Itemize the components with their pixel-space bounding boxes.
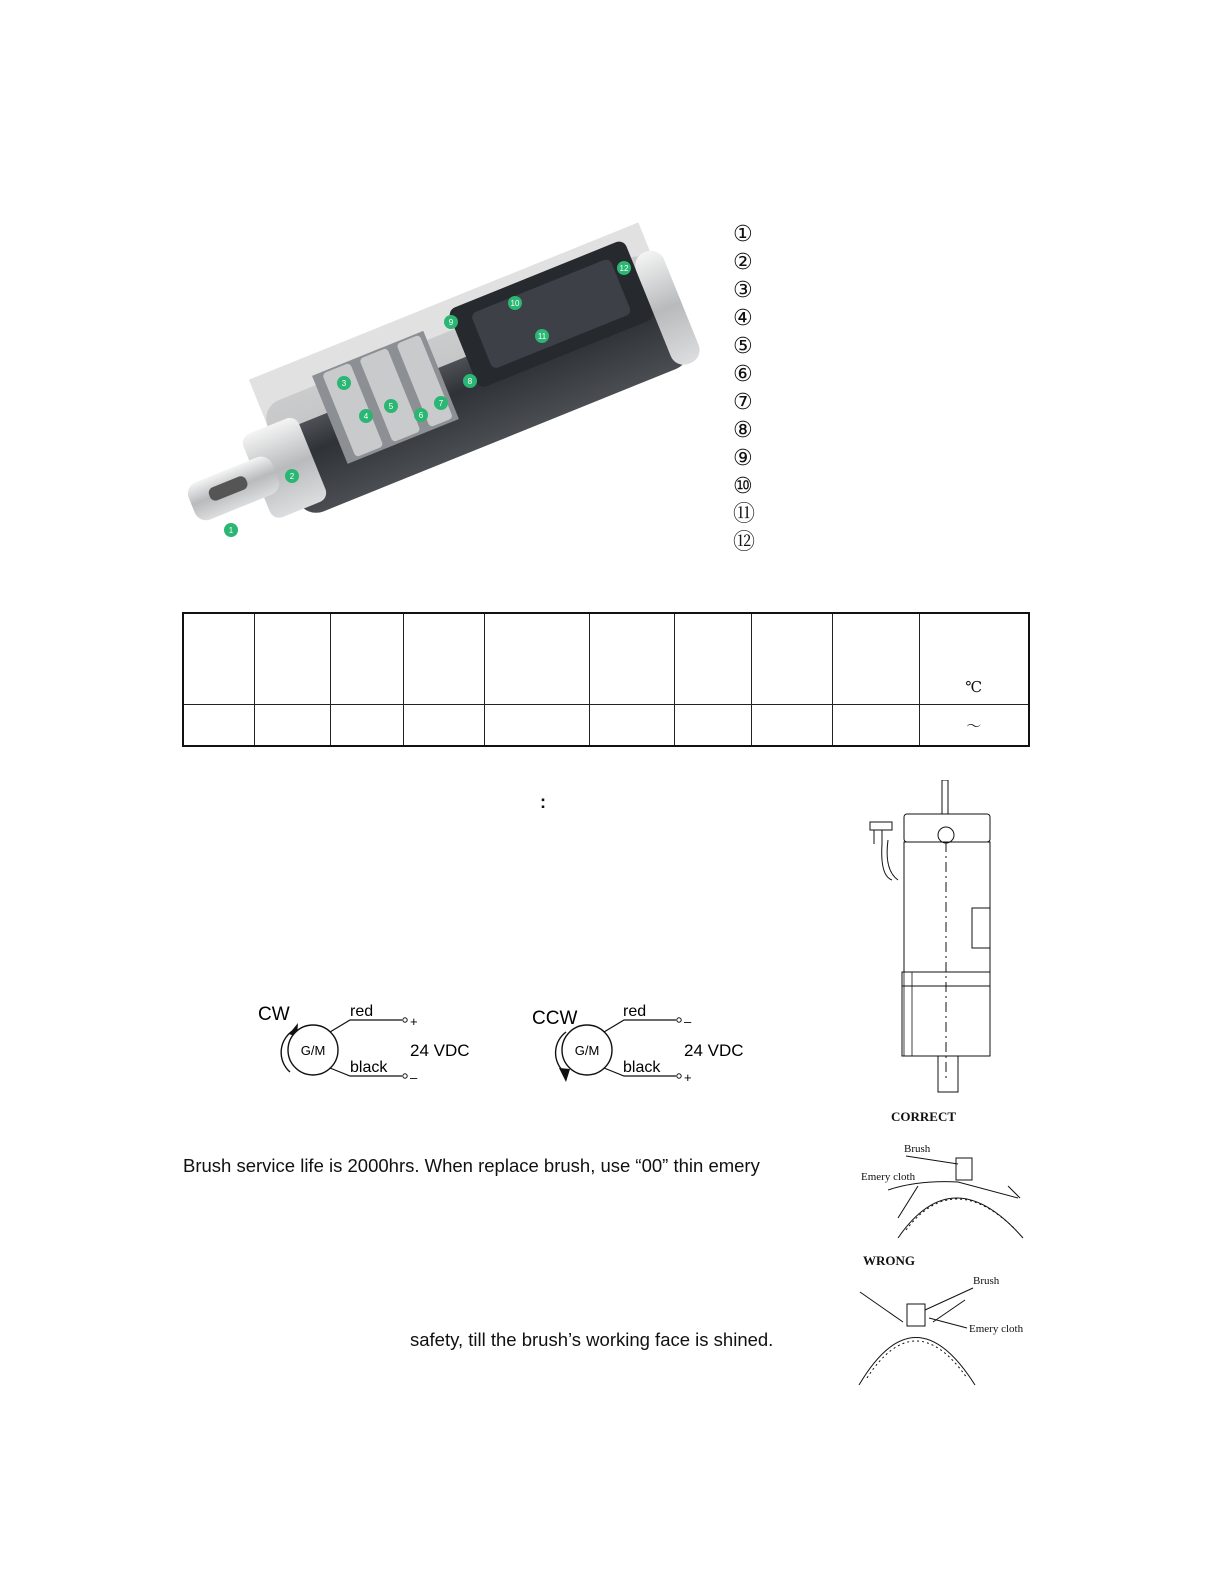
legend-item-1: ①	[733, 222, 753, 247]
callout-number-1: 1	[228, 526, 234, 535]
wrong-brush-label: Brush	[973, 1275, 1000, 1287]
spec-header-cell	[589, 613, 674, 705]
spec-value-cell	[254, 705, 330, 747]
spec-value-cell	[751, 705, 832, 747]
motor-side-drawing	[862, 780, 997, 1100]
cw-label: CW	[258, 1004, 290, 1025]
correct-emery-label: Emery cloth	[861, 1171, 916, 1183]
spec-header-cell	[484, 613, 589, 705]
colon-mark: :	[540, 792, 546, 812]
callout-number-4: 4	[363, 412, 369, 421]
spec-table	[182, 612, 1030, 747]
spec-value-cell	[330, 705, 403, 747]
spec-header-cell	[403, 613, 484, 705]
spec-header-temperature-unit: ℃	[919, 613, 1029, 705]
legend-item-10: ⑩	[733, 474, 753, 499]
legend-item-12: ⑫	[733, 530, 756, 555]
legend-item-7: ⑦	[733, 390, 753, 415]
callout-number-5: 5	[388, 402, 394, 411]
ccw-wiring-diagram	[532, 1003, 744, 1085]
spec-value-cell	[674, 705, 751, 747]
spec-value-temperature-range: ～	[919, 705, 1029, 747]
spec-header-cell	[674, 613, 751, 705]
callout-number-11: 11	[537, 332, 547, 341]
spec-value-cell	[403, 705, 484, 747]
spec-header-cell	[183, 613, 254, 705]
cw-polarity-bottom: –	[410, 1070, 418, 1085]
spec-header-cell	[832, 613, 919, 705]
cw-black-label: black	[350, 1059, 388, 1076]
legend-item-4: ④	[733, 306, 753, 331]
spec-value-cell	[183, 705, 254, 747]
ccw-arrow-head	[559, 1068, 570, 1082]
callout-number-9: 9	[448, 318, 454, 327]
ccw-polarity-top: –	[684, 1014, 692, 1029]
spec-value-cell	[484, 705, 589, 747]
ccw-black-label: black	[623, 1059, 661, 1076]
legend-item-11: ⑪	[733, 502, 756, 527]
cw-red-wire	[330, 1020, 402, 1032]
legend-item-8: ⑧	[733, 418, 753, 443]
spec-value-cell	[589, 705, 674, 747]
callout-number-8: 8	[467, 377, 473, 386]
legend-item-2: ②	[733, 250, 753, 275]
spec-header-cell	[751, 613, 832, 705]
ccw-red-wire	[604, 1020, 676, 1032]
cw-wiring-diagram	[258, 1003, 470, 1085]
spec-value-cell	[832, 705, 919, 747]
legend-item-6: ⑥	[733, 362, 753, 387]
motor-cutaway-photo	[178, 218, 708, 568]
ccw-terminal-top	[677, 1018, 681, 1022]
cw-terminal-bottom	[403, 1074, 407, 1078]
ccw-motor-label: G/M	[574, 1043, 600, 1058]
ccw-polarity-bottom: +	[684, 1070, 692, 1085]
spec-header-cell	[330, 613, 403, 705]
wrong-label: WRONG	[863, 1253, 915, 1268]
legend-item-9: ⑨	[733, 446, 753, 471]
ccw-terminal-bottom	[677, 1074, 681, 1078]
callout-number-6: 6	[418, 411, 424, 420]
callout-number-7: 7	[438, 399, 444, 408]
brush-safety-text: safety, till the brush’s working face is shined.	[410, 1329, 774, 1350]
wrong-emery-label: Emery cloth	[969, 1323, 1024, 1335]
cw-terminal-top	[403, 1018, 407, 1022]
ccw-red-label: red	[623, 1003, 647, 1020]
legend-item-5: ⑤	[733, 334, 753, 359]
wiring-diagrams	[250, 996, 750, 1092]
legend-item-3: ③	[733, 278, 753, 303]
correct-label: CORRECT	[891, 1109, 957, 1124]
callout-number-2: 2	[289, 472, 295, 481]
spec-table-value-row	[183, 705, 1029, 747]
callout-number-10: 10	[510, 299, 520, 308]
callout-number-3: 3	[341, 379, 347, 388]
cw-polarity-top: +	[410, 1014, 418, 1029]
parts-legend	[733, 222, 755, 558]
wrong-brush-drawing	[855, 1270, 1030, 1388]
correct-brush-drawing	[858, 1138, 1028, 1243]
ccw-label: CCW	[532, 1008, 578, 1029]
spec-header-cell	[254, 613, 330, 705]
spec-table-header-row	[183, 613, 1029, 705]
callout-number-12: 12	[619, 264, 629, 273]
cw-motor-label: G/M	[300, 1043, 326, 1058]
brush-service-text: Brush service life is 2000hrs. When replace brush, use “00” thin emery	[183, 1155, 760, 1176]
cw-red-label: red	[350, 1003, 374, 1020]
ccw-voltage: 24 VDC	[684, 1041, 744, 1060]
correct-brush-label: Brush	[904, 1143, 931, 1155]
cw-voltage: 24 VDC	[410, 1041, 470, 1060]
